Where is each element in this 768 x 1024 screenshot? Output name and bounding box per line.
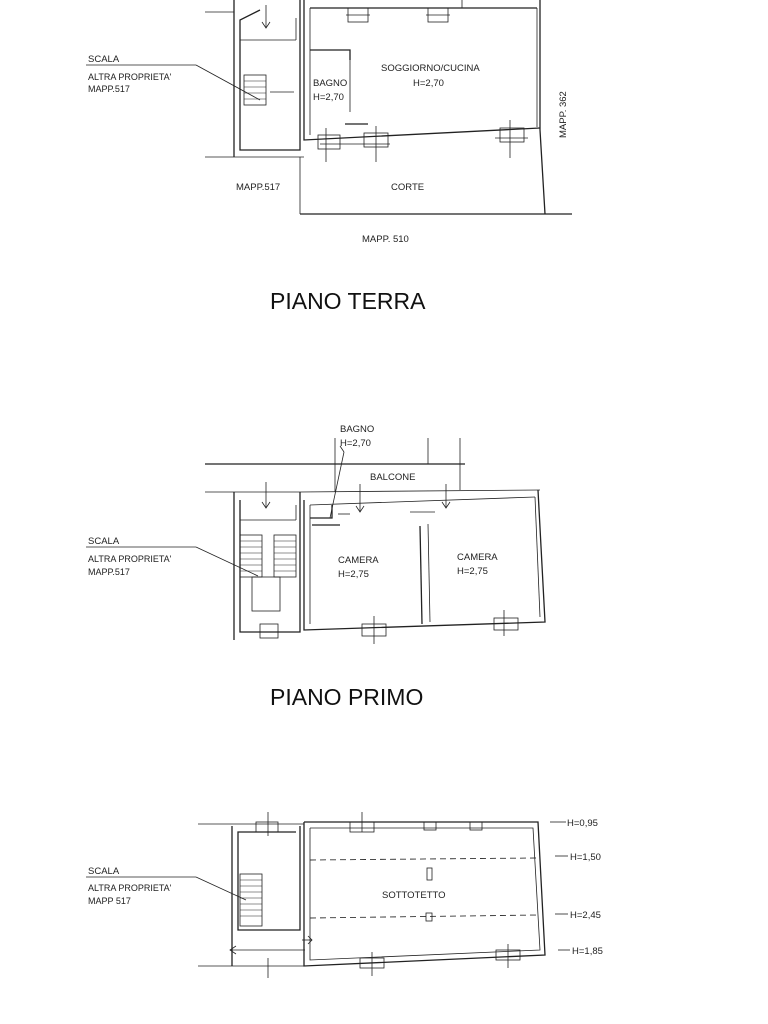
room-height-living-kitchen: H=2,70 — [413, 78, 444, 89]
room-name-bathroom: BAGNO — [313, 78, 348, 89]
room-name-bathroom: BAGNO — [340, 424, 375, 435]
height-marker-label: H=1,50 — [570, 852, 601, 863]
parcel-south-label: MAPP. 510 — [362, 234, 409, 245]
room-name-living-kitchen: SOGGIORNO/CUCINA — [381, 63, 480, 74]
other-parcel-label: MAPP.517 — [88, 567, 130, 577]
plan-attic — [86, 812, 603, 978]
house-outline — [304, 0, 545, 214]
other-parcel-label: MAPP.517 — [88, 84, 130, 94]
room-name-balcony: BALCONE — [370, 472, 416, 483]
floor-title-ground: PIANO TERRA — [270, 288, 426, 314]
stair-block — [234, 482, 300, 640]
room-name-bedroom-1: CAMERA — [338, 555, 379, 566]
height-marker-label: H=1,85 — [572, 946, 603, 957]
stair-block — [198, 812, 312, 978]
plan-first-floor — [86, 424, 545, 710]
room-height-bedroom-1: H=2,75 — [338, 569, 369, 580]
height-marker-label: H=0,95 — [567, 818, 598, 829]
stair-label: SCALA — [88, 536, 120, 547]
room-height-bathroom: H=2,70 — [340, 438, 371, 449]
stair-label: SCALA — [88, 866, 120, 877]
parcel-west-label: MAPP.517 — [236, 182, 281, 193]
room-name-attic: SOTTOTETTO — [382, 890, 446, 901]
other-owner-label: ALTRA PROPRIETA' — [88, 72, 172, 82]
other-parcel-label: MAPP 517 — [88, 896, 131, 906]
balcony — [205, 438, 540, 492]
height-marker-label: H=2,45 — [570, 910, 601, 921]
other-owner-label: ALTRA PROPRIETA' — [88, 883, 172, 893]
parcel-east-label: MAPP. 362 — [558, 91, 569, 138]
room-height-bedroom-2: H=2,75 — [457, 566, 488, 577]
other-owner-label: ALTRA PROPRIETA' — [88, 554, 172, 564]
plan-ground-floor — [86, 0, 572, 314]
stair-label: SCALA — [88, 54, 120, 65]
courtyard-label: CORTE — [391, 182, 425, 193]
stair-block — [234, 0, 300, 157]
height-markers — [550, 822, 570, 950]
floor-title-first: PIANO PRIMO — [270, 684, 424, 710]
room-height-bathroom: H=2,70 — [313, 92, 344, 103]
room-name-bedroom-2: CAMERA — [457, 552, 498, 563]
